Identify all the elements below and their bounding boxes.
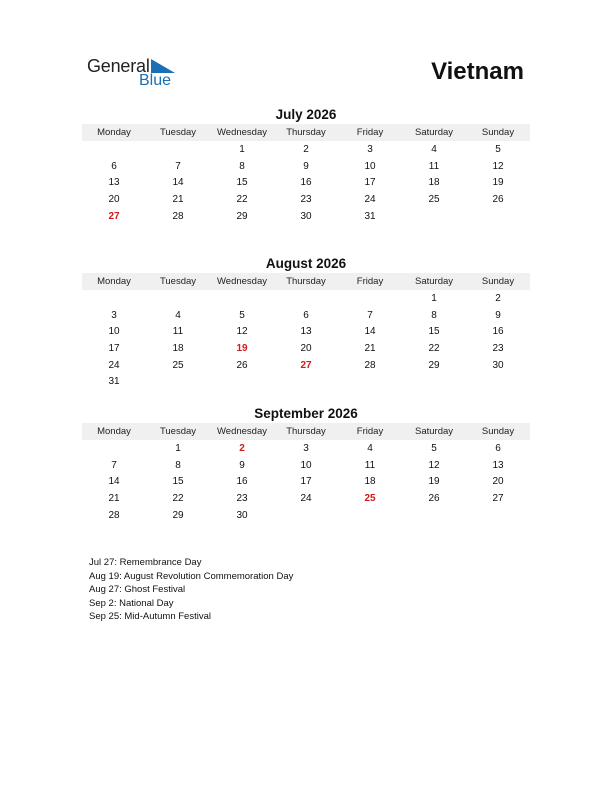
day-cell: 21: [364, 342, 376, 354]
day-cell: 15: [236, 177, 248, 189]
day-cell: 27: [492, 492, 504, 504]
week-row: [82, 373, 530, 390]
day-cell: 3: [367, 143, 373, 155]
month-july: [82, 106, 530, 224]
day-cell: 9: [303, 160, 309, 172]
holiday-day-cell: 19: [236, 342, 248, 354]
holiday-item: Aug 19: August Revolution Commemoration Day: [89, 570, 294, 582]
day-cell: 5: [495, 143, 501, 155]
weekday-header: Sunday: [466, 423, 530, 440]
day-cell: 17: [300, 476, 312, 488]
week-row: [82, 440, 530, 457]
day-cell: 1: [175, 442, 181, 454]
day-cell: [338, 290, 402, 307]
weekday-header: Tuesday: [146, 273, 210, 290]
day-cell: 14: [108, 476, 120, 488]
weekday-header-row: [82, 124, 530, 141]
week-row: [82, 507, 530, 524]
day-cell: 8: [239, 160, 245, 172]
day-cell: [146, 141, 210, 158]
week-row: [82, 357, 530, 374]
day-cell: [274, 373, 338, 390]
day-cell: 31: [108, 376, 120, 388]
day-cell: [82, 141, 146, 158]
holiday-day-cell: 2: [239, 442, 245, 454]
day-cell: 7: [111, 459, 117, 471]
calendar-grid: [82, 124, 530, 224]
day-cell: 28: [364, 359, 376, 371]
day-cell: 9: [495, 309, 501, 321]
weekday-header: Sunday: [466, 124, 530, 141]
day-cell: 18: [172, 342, 184, 354]
day-cell: 13: [108, 177, 120, 189]
day-cell: 29: [172, 509, 184, 521]
day-cell: 30: [492, 359, 504, 371]
calendar-grid: [82, 273, 530, 390]
weekday-header: Saturday: [402, 423, 466, 440]
weekday-header: Monday: [82, 124, 146, 141]
weekday-header: Saturday: [402, 273, 466, 290]
weekday-header: Thursday: [274, 423, 338, 440]
day-cell: [466, 373, 530, 390]
day-cell: 12: [428, 459, 440, 471]
day-cell: 9: [239, 459, 245, 471]
day-cell: 21: [172, 193, 184, 205]
week-row: [82, 473, 530, 490]
day-cell: 15: [428, 326, 440, 338]
day-cell: 28: [108, 509, 120, 521]
day-cell: [466, 208, 530, 225]
week-row: [82, 174, 530, 191]
day-cell: 4: [175, 309, 181, 321]
week-row: [82, 457, 530, 474]
day-cell: [338, 507, 402, 524]
weekday-header: Friday: [338, 423, 402, 440]
calendar-grid: [82, 423, 530, 523]
day-cell: 21: [108, 492, 120, 504]
day-cell: 28: [172, 210, 184, 222]
day-cell: [82, 440, 146, 457]
day-cell: 8: [431, 309, 437, 321]
day-cell: 31: [364, 210, 376, 222]
day-cell: 29: [236, 210, 248, 222]
day-cell: 18: [364, 476, 376, 488]
weekday-header: Thursday: [274, 124, 338, 141]
day-cell: 11: [364, 459, 376, 471]
weekday-header: Wednesday: [210, 423, 274, 440]
day-cell: 15: [172, 476, 184, 488]
weekday-header: Wednesday: [210, 273, 274, 290]
holiday-item: Sep 25: Mid-Autumn Festival: [89, 611, 211, 622]
week-row: [82, 158, 530, 175]
weekday-header: Friday: [338, 124, 402, 141]
day-cell: [82, 290, 146, 307]
weekday-header-row: [82, 273, 530, 290]
day-cell: [274, 507, 338, 524]
month-september: [82, 405, 530, 523]
month-title: July 2026: [275, 107, 337, 122]
day-cell: 22: [172, 492, 184, 504]
day-cell: [466, 507, 530, 524]
day-cell: 16: [492, 326, 504, 338]
day-cell: 10: [364, 160, 376, 172]
day-cell: [402, 208, 466, 225]
weekday-header: Wednesday: [210, 124, 274, 141]
week-row: [82, 323, 530, 340]
logo-text-blue: Blue: [139, 72, 172, 89]
week-row: [82, 490, 530, 507]
weekday-header: Monday: [82, 423, 146, 440]
day-cell: 2: [495, 292, 501, 304]
logo-text-general: General: [87, 56, 150, 76]
day-cell: 13: [300, 326, 312, 338]
month-title: August 2026: [265, 256, 347, 271]
week-row: [82, 141, 530, 158]
day-cell: 14: [364, 326, 376, 338]
day-cell: 20: [108, 193, 120, 205]
day-cell: 19: [492, 177, 504, 189]
generalblue-logo: [87, 56, 187, 92]
day-cell: [210, 373, 274, 390]
day-cell: 5: [239, 309, 245, 321]
day-cell: 2: [303, 143, 309, 155]
month-title: September 2026: [254, 406, 358, 421]
day-cell: [146, 373, 210, 390]
holiday-item: Aug 27: Ghost Festival: [89, 584, 186, 595]
day-cell: 1: [239, 143, 245, 155]
day-cell: 3: [303, 442, 309, 454]
weekday-header: Thursday: [274, 273, 338, 290]
day-cell: 7: [175, 160, 181, 172]
day-cell: 4: [431, 143, 437, 155]
week-row: [82, 208, 530, 225]
week-row: [82, 307, 530, 324]
holiday-list: [89, 556, 293, 624]
day-cell: 16: [300, 177, 312, 189]
day-cell: 8: [175, 459, 181, 471]
weekday-header: Tuesday: [146, 124, 210, 141]
day-cell: 11: [428, 160, 440, 172]
day-cell: [402, 507, 466, 524]
day-cell: 20: [492, 476, 504, 488]
week-row: [82, 340, 530, 357]
day-cell: 23: [492, 342, 504, 354]
day-cell: 10: [300, 459, 312, 471]
day-cell: [338, 373, 402, 390]
country-title: Vietnam: [431, 58, 524, 85]
day-cell: 17: [364, 177, 376, 189]
day-cell: 23: [236, 492, 248, 504]
weekday-header-row: [82, 423, 530, 440]
day-cell: 24: [108, 359, 120, 371]
day-cell: 19: [428, 476, 440, 488]
day-cell: 6: [495, 442, 501, 454]
day-cell: [402, 373, 466, 390]
weekday-header: Sunday: [466, 273, 530, 290]
holiday-day-cell: 25: [364, 492, 376, 504]
day-cell: [210, 290, 274, 307]
day-cell: 30: [300, 210, 312, 222]
day-cell: 6: [111, 160, 117, 172]
day-cell: 7: [367, 309, 373, 321]
weekday-header: Friday: [338, 273, 402, 290]
holiday-item: Jul 27: Remembrance Day: [89, 557, 202, 568]
day-cell: 14: [172, 177, 184, 189]
day-cell: 4: [367, 442, 373, 454]
day-cell: 24: [300, 492, 312, 504]
day-cell: 25: [428, 193, 440, 205]
day-cell: 10: [108, 326, 120, 338]
day-cell: 29: [428, 359, 440, 371]
day-cell: 22: [428, 342, 440, 354]
day-cell: 24: [364, 193, 376, 205]
day-cell: 5: [431, 442, 437, 454]
week-row: [82, 191, 530, 208]
day-cell: 12: [492, 160, 504, 172]
day-cell: 18: [428, 177, 440, 189]
day-cell: 23: [300, 193, 312, 205]
month-august: [82, 255, 530, 390]
day-cell: 22: [236, 193, 248, 205]
week-row: [82, 290, 530, 307]
day-cell: 3: [111, 309, 117, 321]
day-cell: 26: [236, 359, 248, 371]
day-cell: [274, 290, 338, 307]
day-cell: 26: [492, 193, 504, 205]
day-cell: 1: [431, 292, 437, 304]
weekday-header: Monday: [82, 273, 146, 290]
day-cell: 25: [172, 359, 184, 371]
weekday-header: Tuesday: [146, 423, 210, 440]
holiday-day-cell: 27: [300, 359, 312, 371]
day-cell: 26: [428, 492, 440, 504]
day-cell: 6: [303, 309, 309, 321]
day-cell: 11: [172, 326, 184, 338]
day-cell: 30: [236, 509, 248, 521]
day-cell: 16: [236, 476, 248, 488]
day-cell: 20: [300, 342, 312, 354]
day-cell: 17: [108, 342, 120, 354]
holiday-day-cell: 27: [108, 210, 120, 222]
day-cell: 13: [492, 459, 504, 471]
holiday-item: Sep 2: National Day: [89, 597, 174, 609]
weekday-header: Saturday: [402, 124, 466, 141]
day-cell: 12: [236, 326, 248, 338]
day-cell: [146, 290, 210, 307]
